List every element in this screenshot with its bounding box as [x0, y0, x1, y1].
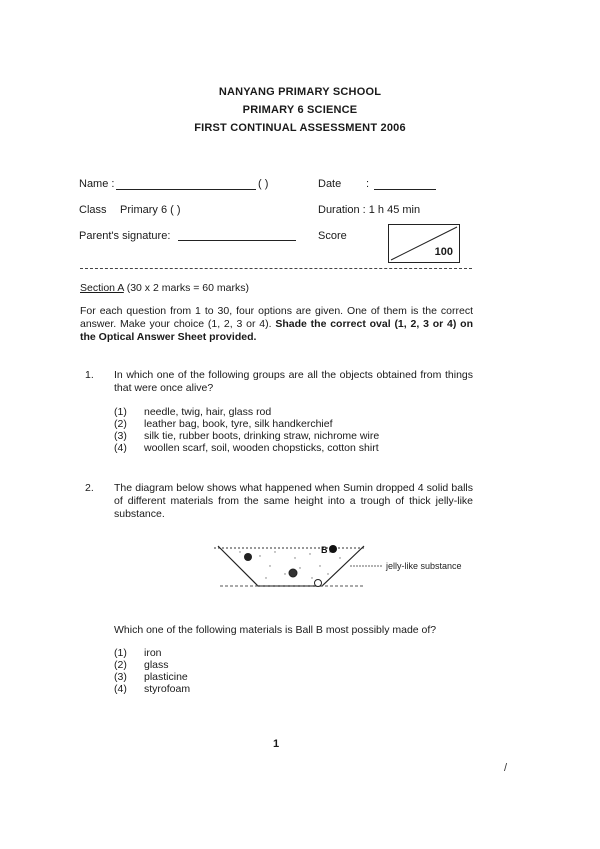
trough-diagram [200, 538, 480, 594]
option-number: (3) [114, 671, 127, 683]
option-text: woollen scarf, soil, wooden chopsticks, cotton shirt [144, 442, 379, 454]
question-1-option [114, 442, 474, 454]
ball-a [244, 553, 252, 561]
page-number: 1 [273, 738, 280, 750]
date-label: Date [318, 178, 342, 190]
question-1-text: In which one of the following groups are all the objects obtained from things that were once alive? [114, 369, 473, 394]
option-number: (2) [114, 418, 127, 430]
option-text: leather bag, book, tyre, silk handkerchief [144, 418, 333, 430]
section-title: Section A [80, 282, 124, 294]
question-1-option [114, 406, 474, 418]
name-label: Name : [79, 178, 115, 190]
question-1-number: 1. [85, 369, 94, 381]
assessment-title: FIRST CONTINUAL ASSESSMENT 2006 [194, 122, 406, 134]
name-line [116, 177, 256, 190]
question-1-options [114, 406, 474, 454]
option-number: (2) [114, 659, 127, 671]
question-1-option [114, 430, 474, 442]
school-name: NANYANG PRIMARY SCHOOL [218, 86, 382, 98]
parent-signature-label: Parent's signature: [79, 230, 171, 242]
option-number: (3) [114, 430, 127, 442]
duration-text: Duration : 1 h 45 min [318, 204, 421, 216]
option-text: iron [144, 647, 162, 659]
instructions-bold: Shade the correct oval (1, 2, 3 or 4) on the Optical Answer Sheet provided. [80, 318, 473, 343]
question-1-option [114, 418, 474, 430]
ball-c [289, 569, 297, 577]
option-number: (1) [114, 406, 127, 418]
option-text: needle, twig, hair, glass rod [144, 406, 272, 418]
class-value: Primary 6 ( ) [120, 204, 181, 216]
option-number: (4) [114, 683, 127, 695]
option-text: styrofoam [144, 683, 191, 695]
question-2-follow-up: Which one of the following materials is Ball B most possibly made of? [114, 624, 437, 636]
score-box [388, 224, 460, 263]
question-2-option [114, 683, 414, 695]
question-2-option [114, 659, 414, 671]
stray-mark: / [504, 762, 508, 774]
date-colon: : [366, 178, 370, 190]
question-2-option [114, 671, 414, 683]
option-number: (1) [114, 647, 127, 659]
score-label: Score [318, 230, 347, 242]
ball-d [315, 580, 322, 587]
option-text: glass [144, 659, 169, 671]
option-text: silk tie, rubber boots, drinking straw, nichrome wire [144, 430, 380, 442]
question-2-options [114, 647, 414, 695]
instructions-plain: For each question from 1 to 30, four options are given. One of them is the correct answer. Make your choice (1, 2, 3 or 4). [80, 305, 473, 330]
question-2-number: 2. [85, 482, 94, 494]
header-separator [80, 268, 472, 269]
class-label: Class [79, 204, 107, 216]
register-number-parens: ( ) [258, 178, 269, 190]
signature-line [178, 228, 296, 241]
jelly-substance-label: jelly-like substance [386, 561, 462, 571]
subject-level: PRIMARY 6 SCIENCE [242, 104, 358, 116]
instructions [80, 305, 473, 344]
option-text: plasticine [144, 671, 188, 683]
date-line [374, 177, 436, 190]
option-number: (4) [114, 442, 127, 454]
question-2-text: The diagram below shows what happened when Sumin dropped 4 solid balls of different materials from the same height into a trough of thick jelly-like substance. [114, 482, 473, 520]
section-heading [80, 282, 249, 294]
ball-b-label: B [321, 545, 328, 555]
section-marks: (30 x 2 marks = 60 marks) [123, 282, 249, 294]
ball-b [329, 545, 337, 553]
question-2-option [114, 647, 414, 659]
score-total: 100 [434, 246, 453, 258]
